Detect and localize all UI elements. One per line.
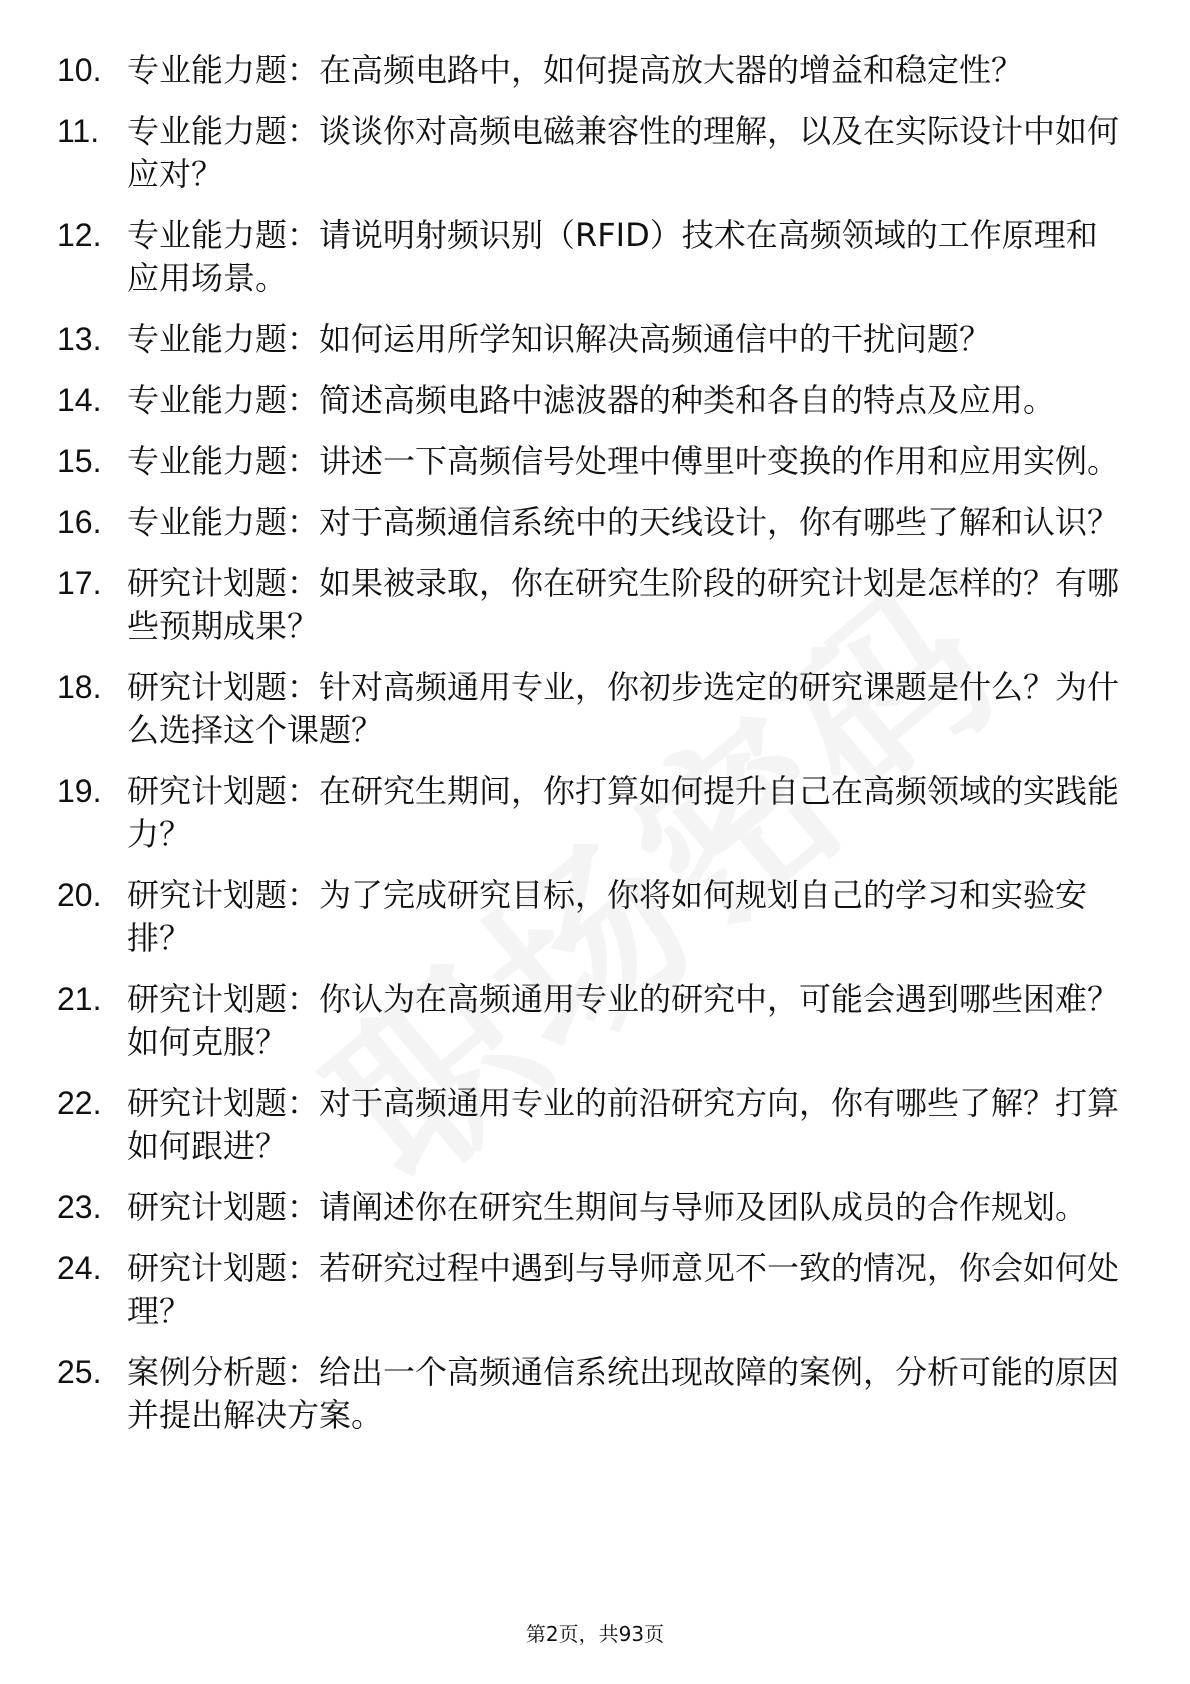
question-type: 专业能力题：: [127, 112, 320, 150]
question-text: 针对高频通用专业，你初步选定的研究课题是什么？为什么选择这个课题？: [127, 668, 1120, 749]
question-number: 20.: [57, 877, 102, 913]
question-number: 21.: [57, 981, 102, 1017]
question-number: 25.: [57, 1354, 102, 1390]
question-body: [127, 379, 1127, 422]
list-item: [57, 1186, 1127, 1229]
question-number: 19.: [57, 773, 102, 809]
question-number: 18.: [57, 669, 102, 705]
question-body: [127, 49, 1127, 92]
question-type: 研究计划题：: [127, 980, 320, 1018]
question-text: 如果被录取，你在研究生阶段的研究计划是怎样的？有哪些预期成果？: [127, 564, 1120, 645]
page-footer: 第2页，共93页: [525, 1622, 665, 1646]
question-text: 对于高频通用专业的前沿研究方向，你有哪些了解？打算如何跟进？: [127, 1084, 1120, 1165]
question-type: 研究计划题：: [127, 668, 320, 706]
list-item: [57, 49, 1127, 92]
question-type: 研究计划题：: [127, 1249, 320, 1287]
question-type: 研究计划题：: [127, 876, 320, 914]
question-type: 专业能力题：: [127, 51, 320, 89]
question-type: 案例分析题：: [127, 1353, 320, 1391]
question-body: [127, 666, 1127, 752]
question-number: 16.: [57, 504, 102, 540]
list-item: [57, 501, 1127, 544]
question-list: [57, 49, 1127, 1455]
list-item: [57, 1082, 1127, 1168]
list-item: [57, 1247, 1127, 1333]
question-body: [127, 501, 1127, 544]
question-body: [127, 110, 1127, 196]
question-type: 专业能力题：: [127, 381, 320, 419]
question-text: 对于高频通信系统中的天线设计，你有哪些了解和认识？: [319, 503, 1120, 541]
list-item: [57, 1351, 1127, 1437]
question-text: 你认为在高频通用专业的研究中，可能会遇到哪些困难？如何克服？: [127, 980, 1120, 1061]
question-number: 17.: [57, 565, 102, 601]
question-body: [127, 770, 1127, 856]
question-number: 10.: [57, 52, 102, 88]
list-item: [57, 214, 1127, 300]
question-body: [127, 1351, 1127, 1437]
question-text: 请说明射频识别（RFID）技术在高频领域的工作原理和应用场景。: [127, 216, 1098, 297]
list-item: [57, 666, 1127, 752]
question-text: 若研究过程中遇到与导师意见不一致的情况，你会如何处理？: [127, 1249, 1120, 1330]
question-text: 如何运用所学知识解决高频通信中的干扰问题？: [319, 320, 992, 358]
question-body: [127, 1186, 1127, 1229]
list-item: [57, 770, 1127, 856]
list-item: [57, 110, 1127, 196]
question-number: 24.: [57, 1250, 102, 1286]
list-item: [57, 440, 1127, 483]
question-text: 请阐述你在研究生期间与导师及团队成员的合作规划。: [319, 1188, 1088, 1226]
question-text: 讲述一下高频信号处理中傅里叶变换的作用和应用实例。: [319, 442, 1120, 480]
question-body: [127, 874, 1127, 960]
question-type: 研究计划题：: [127, 1188, 320, 1226]
question-body: [127, 1082, 1127, 1168]
question-text: 谈谈你对高频电磁兼容性的理解，以及在实际设计中如何应对？: [127, 112, 1120, 193]
question-type: 专业能力题：: [127, 216, 320, 254]
list-item: [57, 318, 1127, 361]
question-text: 为了完成研究目标，你将如何规划自己的学习和实验安排？: [127, 876, 1088, 957]
list-item: [57, 562, 1127, 648]
question-text: 给出一个高频通信系统出现故障的案例，分析可能的原因并提出解决方案。: [127, 1353, 1120, 1434]
question-number: 15.: [57, 443, 102, 479]
question-body: [127, 1247, 1127, 1333]
question-body: [127, 440, 1127, 483]
question-text: 在高频电路中，如何提高放大器的增益和稳定性？: [319, 51, 1024, 89]
question-number: 13.: [57, 321, 102, 357]
list-item: [57, 379, 1127, 422]
question-type: 专业能力题：: [127, 320, 320, 358]
question-body: [127, 214, 1127, 300]
question-number: 12.: [57, 217, 102, 253]
question-number: 14.: [57, 382, 102, 418]
question-number: 11.: [57, 113, 100, 149]
question-text: 简述高频电路中滤波器的种类和各自的特点及应用。: [319, 381, 1056, 419]
question-body: [127, 318, 1127, 361]
question-body: [127, 978, 1127, 1064]
list-item: [57, 874, 1127, 960]
question-type: 专业能力题：: [127, 442, 320, 480]
list-item: [57, 978, 1127, 1064]
question-type: 专业能力题：: [127, 503, 320, 541]
question-body: [127, 562, 1127, 648]
question-text: 在研究生期间，你打算如何提升自己在高频领域的实践能力？: [127, 772, 1120, 853]
question-type: 研究计划题：: [127, 1084, 320, 1122]
question-number: 22.: [57, 1085, 102, 1121]
question-number: 23.: [57, 1189, 102, 1225]
question-type: 研究计划题：: [127, 772, 320, 810]
question-type: 研究计划题：: [127, 564, 320, 602]
